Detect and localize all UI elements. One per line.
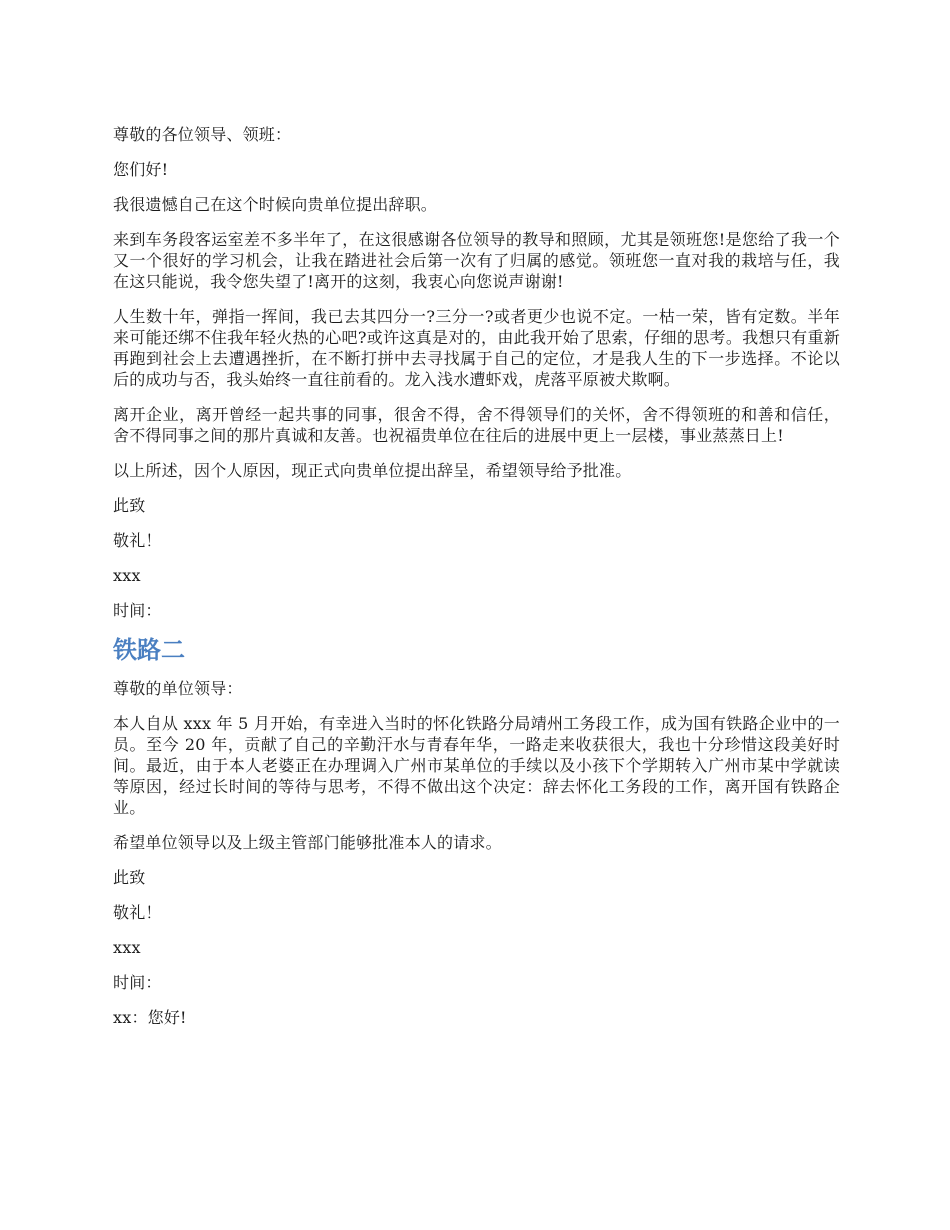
closing-line: 此致 xyxy=(113,496,146,515)
paragraph: 人生数十年，弹指一挥间，我已去其四分一?三分一?或者更少也说不定。一枯一荣，皆有定数。半年来可能还绑不住我年轻火热的心吧?或许这真是对的，由此我开始了思索，仔细的思考。我想只有重新再跑到社会上去遭遇挫折，在不断打拼中去寻找属于自己的定位，才是我人生的下一步选择。不论以后的成功与否，我头始终一直往前看的。龙入浅水遭虾戏，虎落平原被犬欺啊。 xyxy=(113,307,840,389)
closing-line: 此致 xyxy=(113,868,146,887)
salutation: 尊敬的单位领导： xyxy=(113,679,243,698)
time-line: 时间： xyxy=(113,973,162,992)
paragraph: 以上所述，因个人原因，现正式向贵单位提出辞呈，希望领导给予批准。 xyxy=(113,461,632,480)
paragraph: 本人自从 xxx 年 5 月开始，有幸进入当时的怀化铁路分局靖州工务段工作，成为国有铁路企业中的一员。至今 20 年，贡献了自己的辛勤汗水与青春年华，一路走来收获很大，我也十分珍惜这段美好时间。最近，由于本人老婆正在办理调入广州市某单位的手续以及小孩下个学期转入广州市某中学就读等原因，经过长时间的等待与思考，不得不做出这个决定：辞去怀化工务段的工作，离开国有铁路企业。 xyxy=(113,714,840,817)
paragraph: 来到车务段客运室差不多半年了，在这很感谢各位领导的教导和照顾，尤其是领班您!是您给了我一个又一个很好的学习机会，让我在踏进社会后第一次有了归属的感觉。领班您一直对我的栽培与任，我在这只能说，我令您失望了!离开的这刻，我衷心向您说声谢谢! xyxy=(113,230,840,291)
salutation: 尊敬的各位领导、领班： xyxy=(113,125,292,144)
signature: xxx xyxy=(113,566,141,585)
closing-line: 敬礼！ xyxy=(113,531,162,550)
paragraph: 离开企业，离开曾经一起共事的同事，很舍不得，舍不得领导们的关怀，舍不得领班的和善和信任，舍不得同事之间的那片真诚和友善。也祝福贵单位在往后的进展中更上一层楼，事业蒸蒸日上! xyxy=(113,405,840,445)
paragraph: 希望单位领导以及上级主管部门能够批准本人的请求。 xyxy=(113,833,502,852)
greeting: 您们好! xyxy=(113,160,169,179)
signature: xxx xyxy=(113,938,141,957)
time-line: 时间： xyxy=(113,601,162,620)
greeting: xx：您好! xyxy=(113,1008,187,1027)
closing-line: 敬礼！ xyxy=(113,903,162,922)
paragraph: 我很遗憾自己在这个时候向贵单位提出辞职。 xyxy=(113,195,438,214)
section-heading: 铁路二 xyxy=(113,636,185,664)
